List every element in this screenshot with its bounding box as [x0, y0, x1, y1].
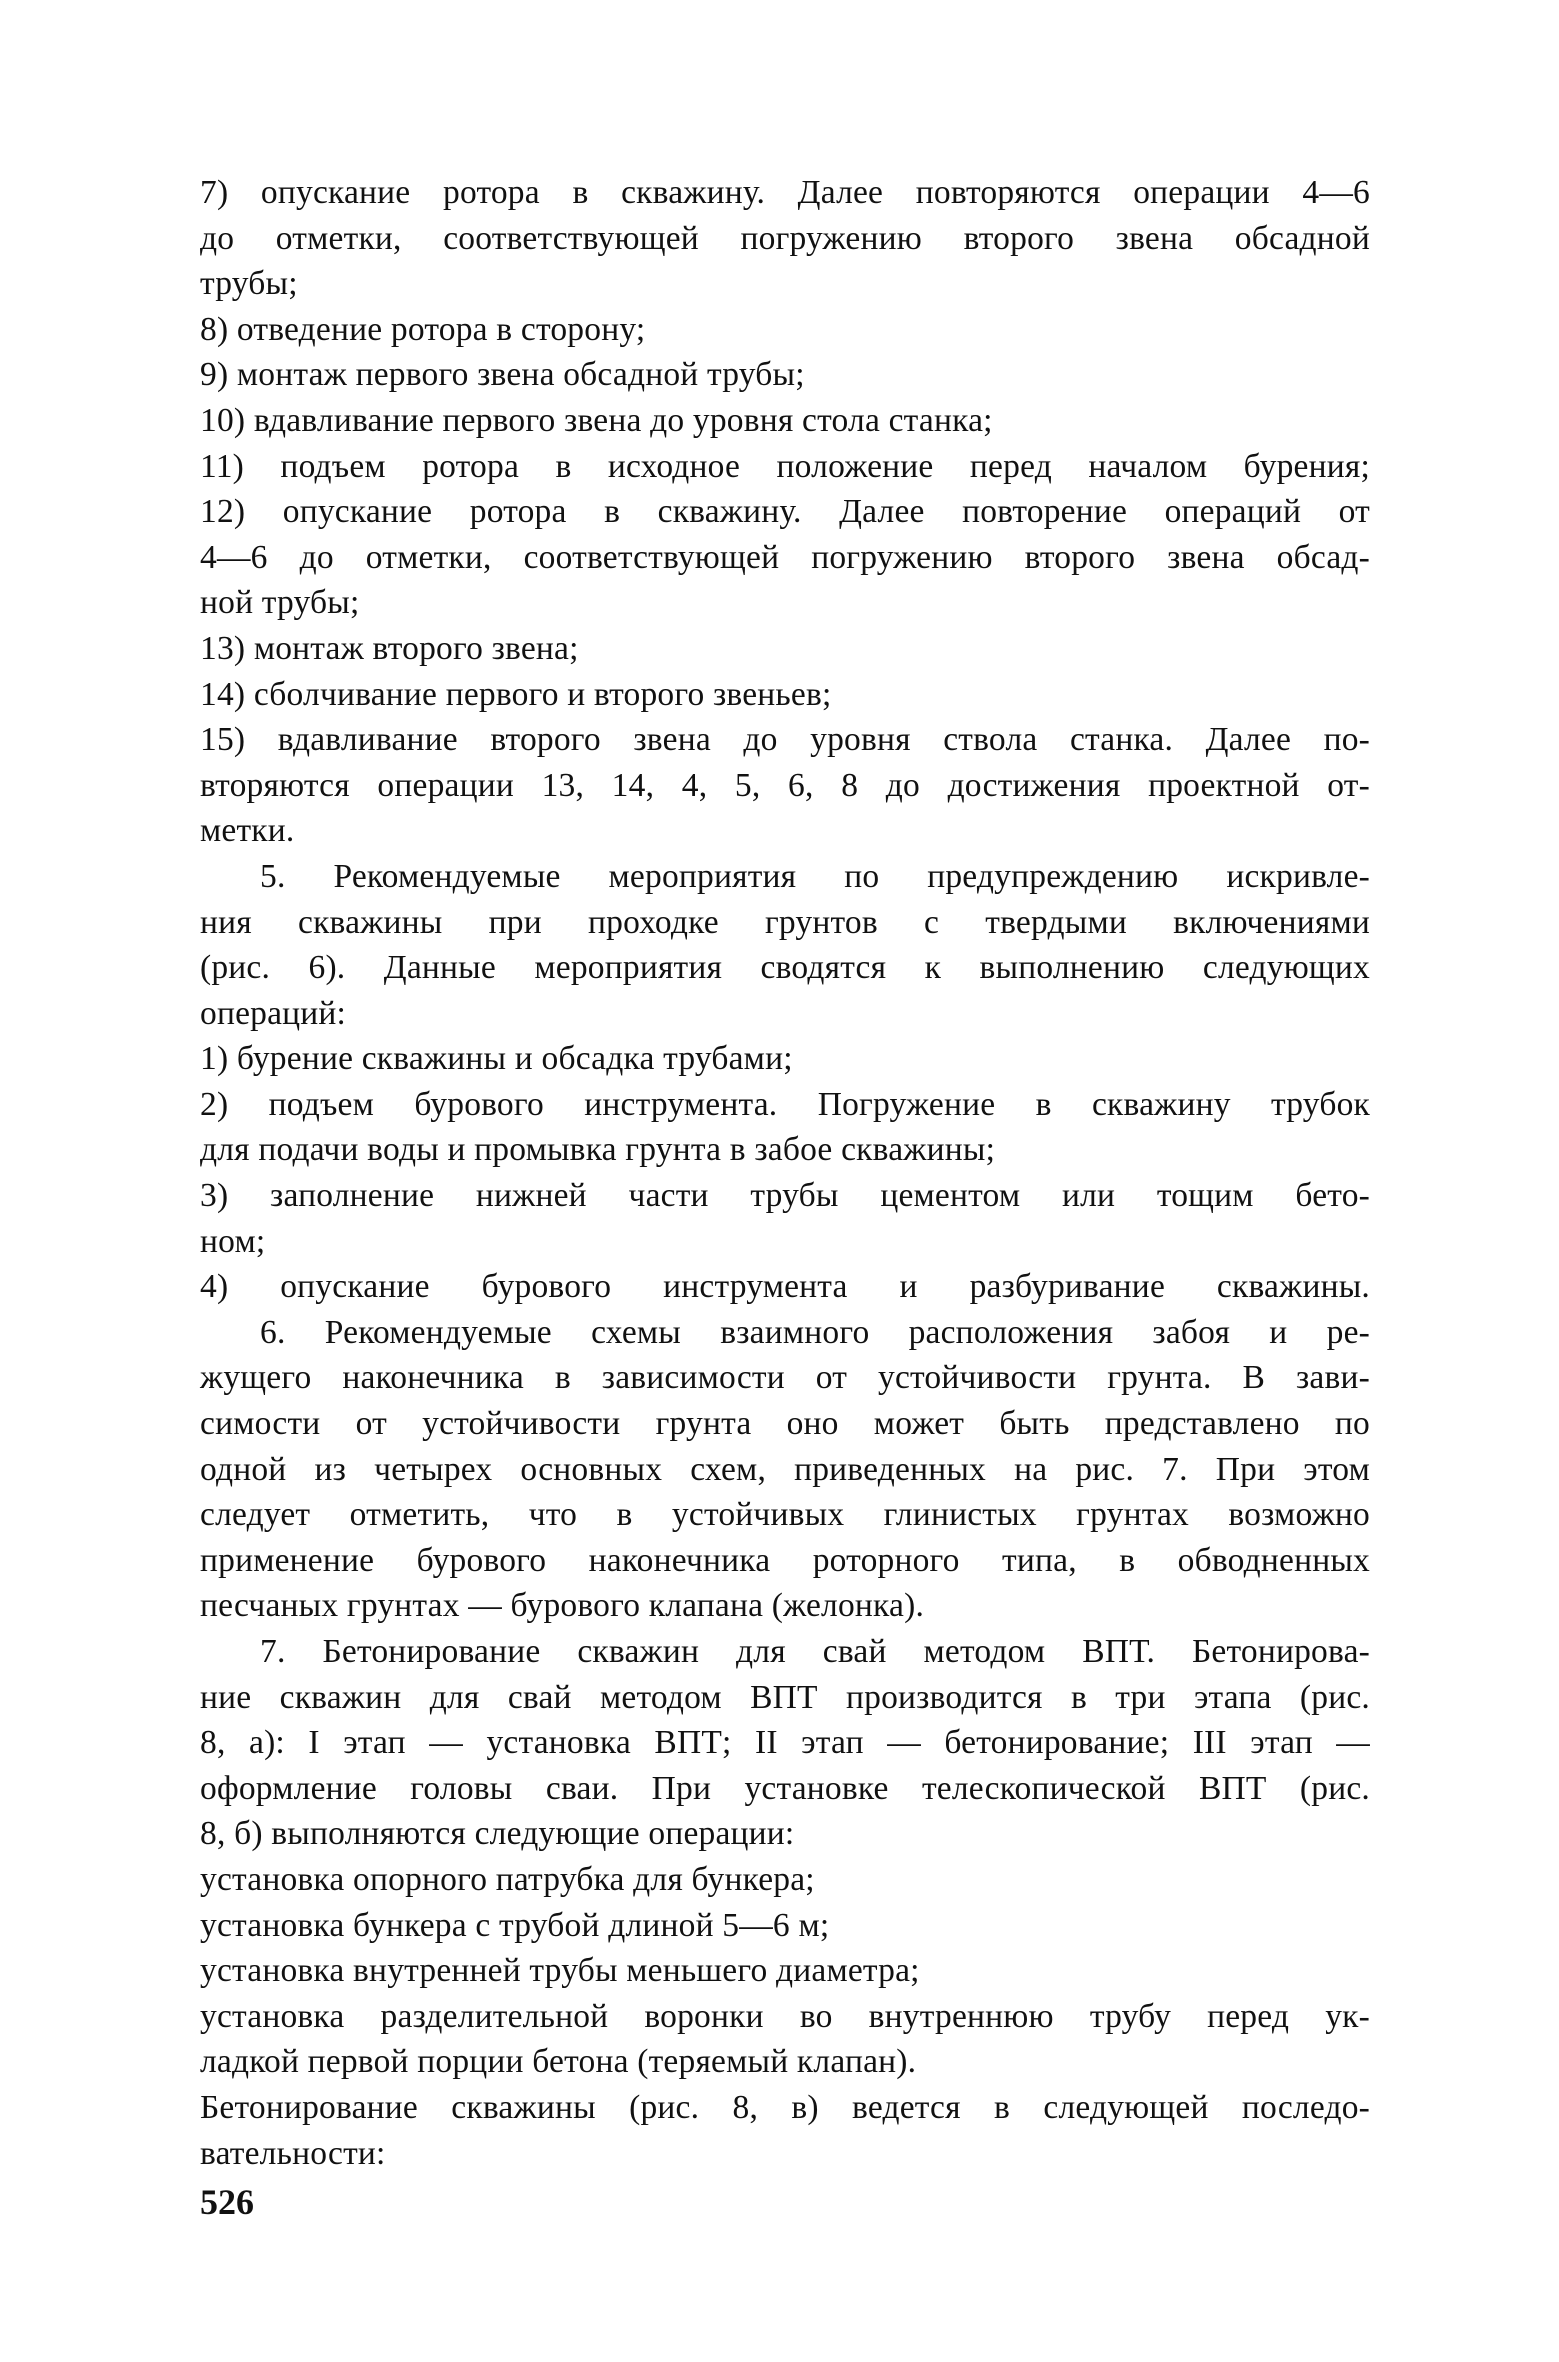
text-line: 7) опускание ротора в скважину. Далее повторяются операции 4—6 [200, 174, 1370, 211]
text-line: ние скважин для свай методом ВПТ производится в три этапа (рис. [200, 1678, 1370, 1716]
text-line: 1) бурение скважины и обсадка трубами; [200, 1040, 793, 1078]
text-line: 14) сболчивание первого и второго звеньев; [200, 675, 832, 713]
text-line: 7. Бетонирование скважин для свай методом ВПТ. Бетонирова- [260, 1633, 1370, 1670]
text-line: 15) вдавливание второго звена до уровня ствола станка. Далее по- [200, 721, 1370, 759]
text-line: 8, а): I этап — установка ВПТ; II этап — бетонирование; III этап — [200, 1724, 1370, 1762]
text-line: 4) опускание бурового инструмента и разбуривание скважины. [200, 1268, 1370, 1306]
text-line: оформление головы сваи. При установке телескопической ВПТ (рис. [200, 1769, 1370, 1807]
text-line: 5. Рекомендуемые мероприятия по предупреждению искривле- [260, 857, 1370, 895]
text-line: применение бурового наконечника роторного типа, в обводненных [200, 1541, 1370, 1579]
text-line: трубы; [200, 265, 298, 303]
text-line: вторяются операции 13, 14, 4, 5, 6, 8 до достижения проектной от- [200, 766, 1370, 804]
text-line: симости от устойчивости грунта оно может быть представлено по [200, 1405, 1370, 1443]
text-line: ной трубы; [200, 584, 360, 622]
text-line: ладкой первой порции бетона (теряемый клапан). [200, 2043, 917, 2081]
text-line: установка бункера с трубой длиной 5—6 м; [200, 1906, 830, 1944]
text-line: операций: [200, 994, 347, 1032]
text-line: установка внутренней трубы меньшего диаметра; [200, 1952, 920, 1990]
text-line: метки. [200, 812, 295, 850]
text-line: Бетонирование скважины (рис. 8, в) ведется в следующей последо- [200, 2088, 1370, 2126]
text-line: 8, б) выполняются следующие операции: [200, 1815, 795, 1853]
text-line: ния скважины при проходке грунтов с твердыми включениями [200, 903, 1370, 941]
text-line: 11) подъем ротора в исходное положение перед началом бурения; [200, 447, 1370, 485]
text-line: 12) опускание ротора в скважину. Далее повторение операций от [200, 493, 1370, 531]
text-line: для подачи воды и промывка грунта в забое скважины; [200, 1131, 996, 1169]
text-line: (рис. 6). Данные мероприятия сводятся к выполнению следующих [200, 949, 1370, 987]
text-line: до отметки, соответствующей погружению второго звена обсадной [200, 219, 1370, 257]
text-line: установка опорного патрубка для бункера; [200, 1860, 815, 1898]
text-line: 9) монтаж первого звена обсадной трубы; [200, 356, 805, 394]
text-line: песчаных грунтах — бурового клапана (желонка). [200, 1587, 925, 1625]
page-number: 526 [200, 2182, 254, 2222]
text-line: следует отметить, что в устойчивых глинистых грунтах возможно [200, 1496, 1370, 1534]
text-line: вательности: [200, 2134, 386, 2172]
text-line: 13) монтаж второго звена; [200, 629, 579, 667]
text-line: 3) заполнение нижней части трубы цементом или тощим бето- [200, 1177, 1370, 1215]
text-line: 6. Рекомендуемые схемы взаимного расположения забоя и ре- [260, 1313, 1370, 1351]
text-line: 10) вдавливание первого звена до уровня стола станка; [200, 401, 993, 439]
text-line: 4—6 до отметки, соответствующей погружению второго звена обсад- [200, 538, 1370, 576]
text-line: одной из четырех основных схем, приведенных на рис. 7. При этом [200, 1450, 1370, 1488]
text-line: 2) подъем бурового инструмента. Погружение в скважину трубок [200, 1085, 1370, 1123]
text-line: жущего наконечника в зависимости от устойчивости грунта. В зави- [200, 1359, 1370, 1397]
page-body [200, 170, 1370, 2176]
text-line: ном; [200, 1222, 266, 1260]
text-line: установка разделительной воронки во внутреннюю трубу перед ук- [200, 1997, 1370, 2035]
text-line: 8) отведение ротора в сторону; [200, 310, 646, 348]
